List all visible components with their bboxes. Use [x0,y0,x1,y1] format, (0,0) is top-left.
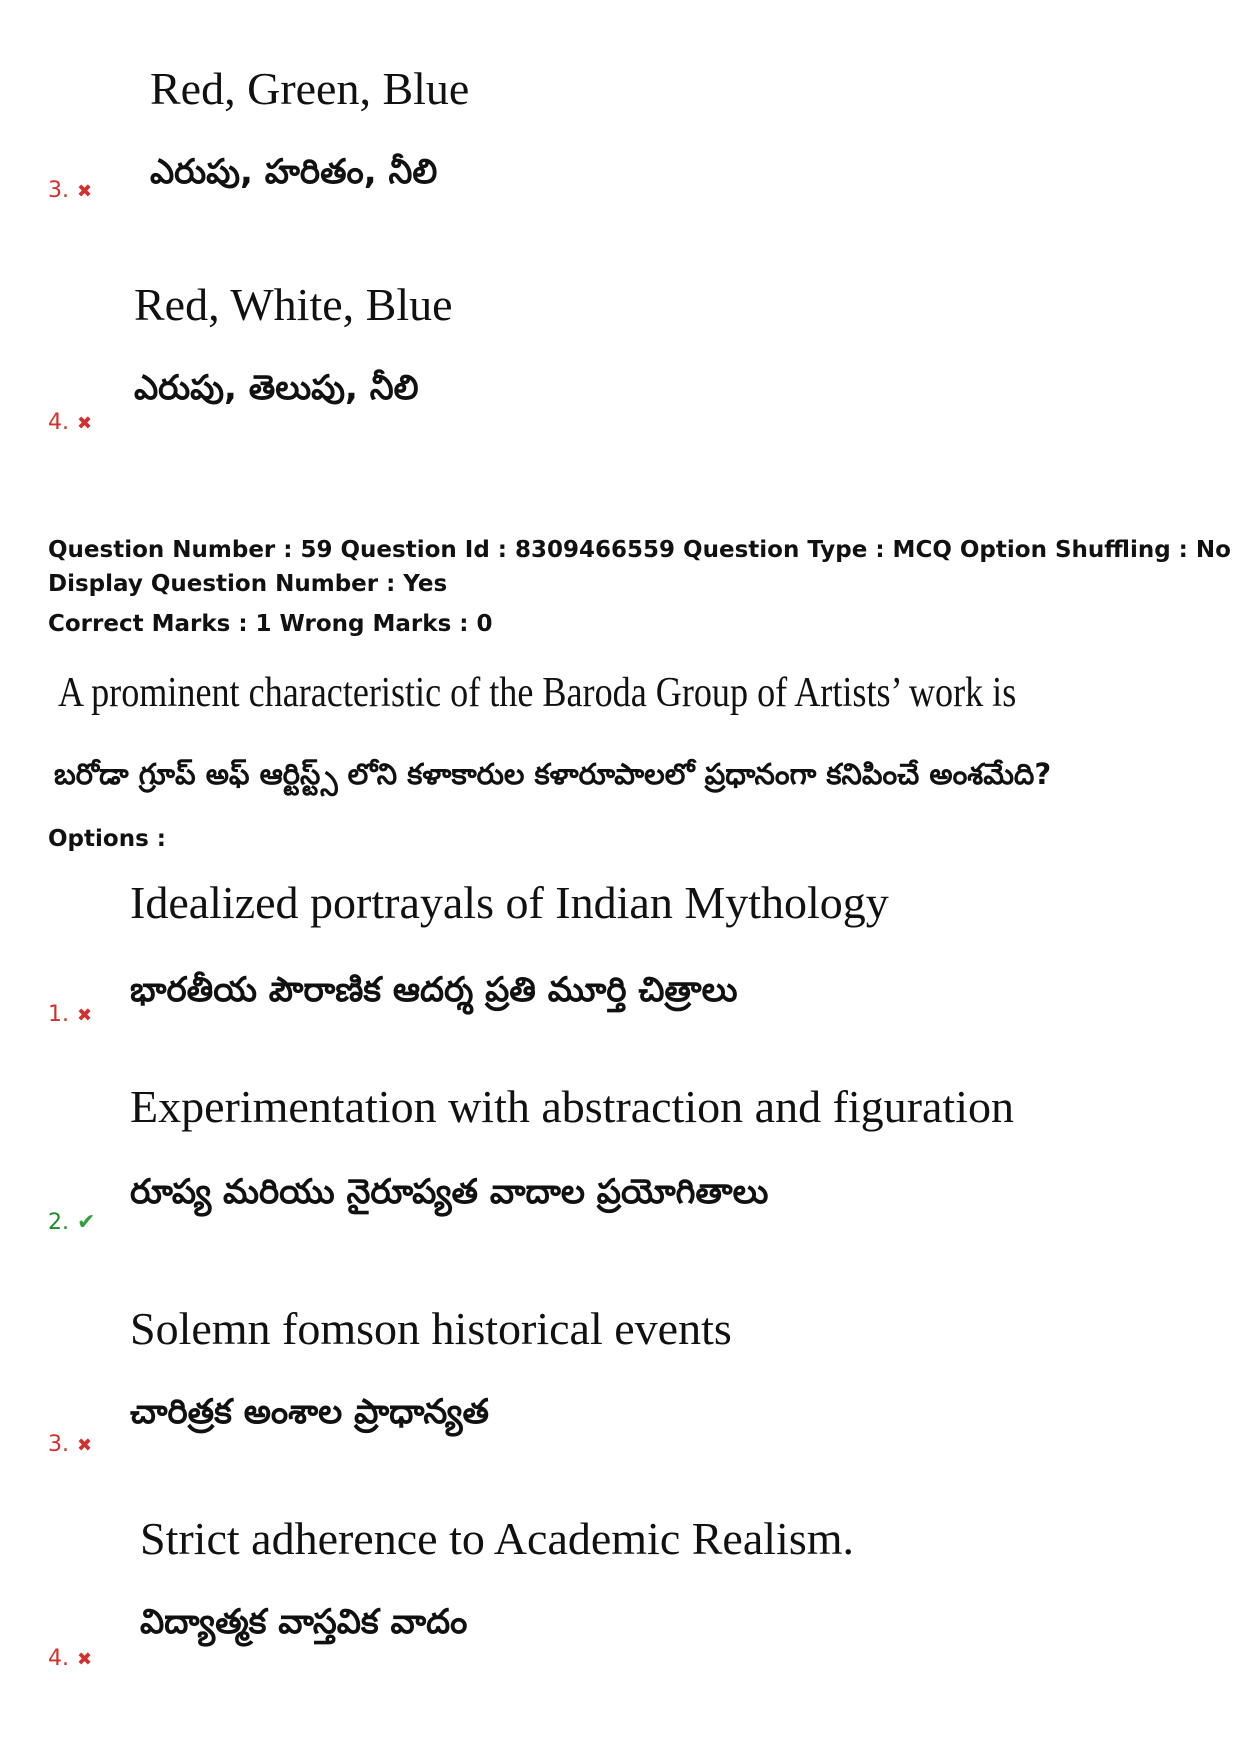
option-1-number: 1. [48,1002,69,1027]
wrong-icon: ✖ [77,413,93,434]
prev-option-4-english: Red, White, Blue [134,279,453,330]
option-4-number: 4. [48,1646,69,1671]
option-1-english: Idealized portrayals of Indian Mythology [130,877,889,928]
prev-option-4-number: 4. [48,410,69,435]
wrong-icon: ✖ [77,1435,93,1456]
option-3-number-row [48,1432,92,1459]
prev-option-4-number-row [48,410,92,437]
prev-option-3-english: Red, Green, Blue [150,63,470,114]
wrong-icon: ✖ [77,181,93,202]
option-4-english: Strict adherence to Academic Realism. [140,1513,855,1564]
option-4-number-row [48,1646,92,1673]
option-2-number: 2. [48,1210,69,1235]
option-4-telugu: విద్యాత్మక వాస్తవిక వాదం [140,1602,468,1642]
option-1-telugu: భారతీయ పౌరాణిక ఆదర్శ ప్రతి మూర్తి చిత్రాలు [130,970,738,1010]
option-2-number-row [48,1210,95,1236]
check-icon: ✔ [77,1210,96,1235]
wrong-icon: ✖ [77,1649,93,1670]
option-1-number-row [48,1002,92,1029]
question-text-english: A prominent characteristic of the Baroda Group of Artists’ work is [58,670,1017,716]
options-label: Options : [48,826,166,852]
option-2-english: Experimentation with abstraction and figuration [130,1081,1014,1132]
prev-option-3-number: 3. [48,178,69,203]
marks-line: Correct Marks : 1 Wrong Marks : 0 [48,611,493,637]
option-2-telugu: రూప్య మరియు నైరూప్యత వాదాల ప్రయోగితాలు [130,1172,769,1212]
option-3-number: 3. [48,1432,69,1457]
question-meta-line: Question Number : 59 Question Id : 8309466559 Question Type : MCQ Option Shuffling : No [48,537,1231,563]
prev-option-3-telugu: ఎరుపు, హరితం, నీలి [150,152,438,192]
question-text-telugu: బరోడా గ్రూప్ అఫ్ ఆర్టిస్ట్స్ లోని కళాకారుల కళారూపాలలో ప్రధానంగా కనిపించే అంశమేది? [54,757,1052,791]
prev-option-4-telugu: ఎరుపు, తెలుపు, నీలి [134,368,419,408]
option-3-english: Solemn fomson historical events [130,1303,732,1354]
wrong-icon: ✖ [77,1005,93,1026]
display-question-number-line: Display Question Number : Yes [48,571,448,597]
prev-option-3-number-row [48,178,92,205]
option-3-telugu: చారిత్రక అంశాల ప్రాధాన్యత [130,1392,489,1432]
